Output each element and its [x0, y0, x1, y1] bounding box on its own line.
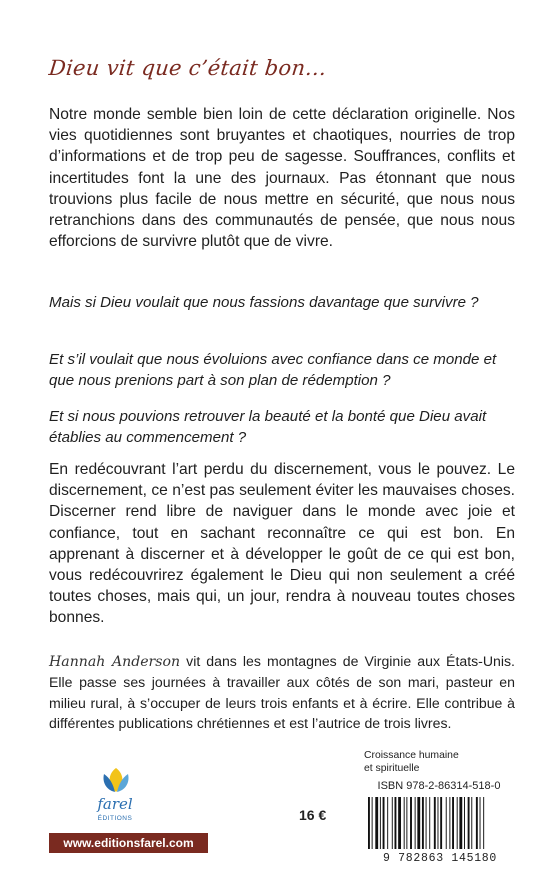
publisher-logo-text: farel: [97, 795, 133, 813]
isbn-label: ISBN 978-2-86314-518-0: [377, 780, 501, 792]
price: 16 €: [299, 807, 327, 823]
back-cover-title: Dieu vit que c’était bon…: [47, 56, 328, 80]
barcode-bars: [362, 795, 518, 851]
intro-paragraph: Notre monde semble bien loin de cette déclaration originelle. Nos vies quotidiennes sont bruyantes et chaotiques, nourries de trop d’informations et de trop peu de sagesse. Souffrances, conflits et incertitudes font la une des journaux. Pas étonnant que nous trouvions plus facile de nous mettre en sécurité, que nous nous retranchions dans des communautés de pensée, que nous nous efforcions de survivre plutôt que de vivre.: [49, 106, 515, 251]
category-line-2: et spirituelle: [364, 763, 420, 774]
question-1: Mais si Dieu voulait que nous fassions davantage que survivre ?: [49, 294, 479, 311]
publisher-website: www.editionsfarel.com: [49, 833, 208, 853]
question-3: Et si nous pouvions retrouver la beauté et la bonté que Dieu avait établies au commencement ?: [49, 408, 487, 447]
author-bio-text: vit dans les montagnes de Virginie aux États-Unis. Elle passe ses journées à travailler aux côtés de son mari, pasteur en milieu rural, à s’occuper de leurs trois enfants et à écrire. Elle contribue à différentes publications chrétiennes et est l’autrice de trois livres.: [49, 653, 515, 732]
barcode: [362, 795, 518, 865]
author-name: Hannah Anderson: [49, 654, 181, 670]
question-2: Et s’il voulait que nous évoluions avec confiance dans ce monde et que nous prenions part à son plan de rédemption ?: [49, 351, 497, 390]
publisher-logo-subtitle: ÉDITIONS: [97, 815, 133, 822]
category-line-1: Croissance humaine: [364, 750, 459, 761]
body-paragraph: En redécouvrant l’art perdu du discernement, vous le pouvez. Le discernement, ce n’est pas seulement éviter les mauvaises choses. Discerner rend libre de naviguer dans le monde avec joie et confiance, tout en sachant reconnaître ce qui est bon. En apprenant à discerner et à développer le goût de ce qui est bon, vous redécouvrirez également le Dieu qui non seulement a créé toutes choses, mais qui, un jour, rendra à nouveau toutes choses bonnes.: [49, 461, 515, 627]
author-bio: [49, 651, 515, 734]
category-label: [364, 749, 512, 775]
barcode-digits: 9 782863 145180: [382, 852, 498, 865]
